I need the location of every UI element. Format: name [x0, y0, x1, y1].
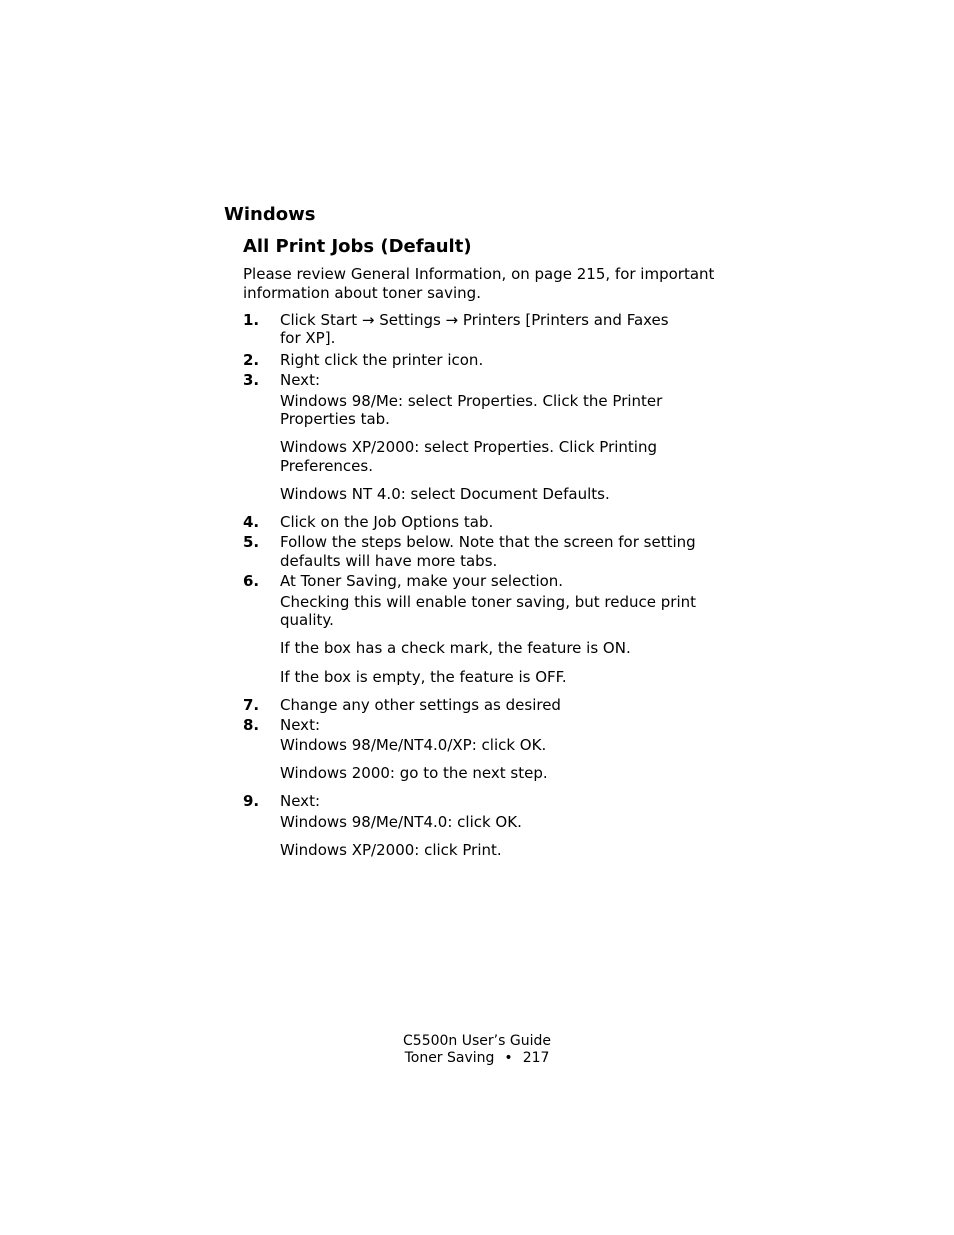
- section-title: Windows: [224, 204, 316, 225]
- step-number: 6.: [243, 572, 260, 590]
- step-note: quality.: [280, 611, 334, 629]
- step-note: Properties tab.: [280, 410, 390, 428]
- step-text: Click on the Job Options tab.: [280, 513, 494, 531]
- step-text: At Toner Saving, make your selection.: [280, 572, 564, 590]
- footer-bullet: •: [504, 1050, 513, 1066]
- step-text: Follow the steps below. Note that the screen for setting: [280, 533, 696, 551]
- step-number: 2.: [243, 351, 260, 369]
- step-number: 3.: [243, 371, 260, 389]
- step-text: Next:: [280, 792, 320, 810]
- step-note: If the box is empty, the feature is OFF.: [280, 668, 567, 686]
- step-number: 1.: [243, 311, 260, 329]
- step-note: Preferences.: [280, 457, 373, 475]
- footer-page-number: 217: [522, 1050, 550, 1066]
- footer-guide-title: C5500n User’s Guide: [403, 1033, 551, 1049]
- footer-section: Toner Saving: [404, 1050, 495, 1066]
- step-text: Right click the printer icon.: [280, 351, 484, 369]
- step-note: Windows 98/Me/NT4.0: click OK.: [280, 813, 522, 831]
- step-text: Click Start → Settings → Printers [Printers and Faxes: [280, 311, 669, 329]
- step-note: Windows 98/Me: select Properties. Click the Printer: [280, 392, 663, 410]
- step-text: Next:: [280, 371, 320, 389]
- step-number: 4.: [243, 513, 260, 531]
- step-note: Checking this will enable toner saving, but reduce print: [280, 593, 697, 611]
- step-text: Next:: [280, 716, 320, 734]
- step-note: Windows 98/Me/NT4.0/XP: click OK.: [280, 736, 547, 754]
- step-text: defaults will have more tabs.: [280, 552, 498, 570]
- intro-line-2: information about toner saving.: [243, 284, 481, 302]
- intro-line-1: Please review General Information, on page 215, for important: [243, 265, 715, 283]
- subsection-title: All Print Jobs (Default): [243, 236, 472, 257]
- step-note: Windows NT 4.0: select Document Defaults.: [280, 485, 610, 503]
- step-text: for XP].: [280, 329, 336, 347]
- step-number: 9.: [243, 792, 260, 810]
- step-note: Windows XP/2000: click Print.: [280, 841, 502, 859]
- step-number: 5.: [243, 533, 260, 551]
- footer-page-info: [0, 1050, 954, 1067]
- step-number: 8.: [243, 716, 260, 734]
- step-text: Change any other settings as desired: [280, 696, 561, 714]
- step-note: If the box has a check mark, the feature is ON.: [280, 639, 631, 657]
- step-note: Windows XP/2000: select Properties. Click Printing: [280, 438, 657, 456]
- step-number: 7.: [243, 696, 260, 714]
- step-note: Windows 2000: go to the next step.: [280, 764, 548, 782]
